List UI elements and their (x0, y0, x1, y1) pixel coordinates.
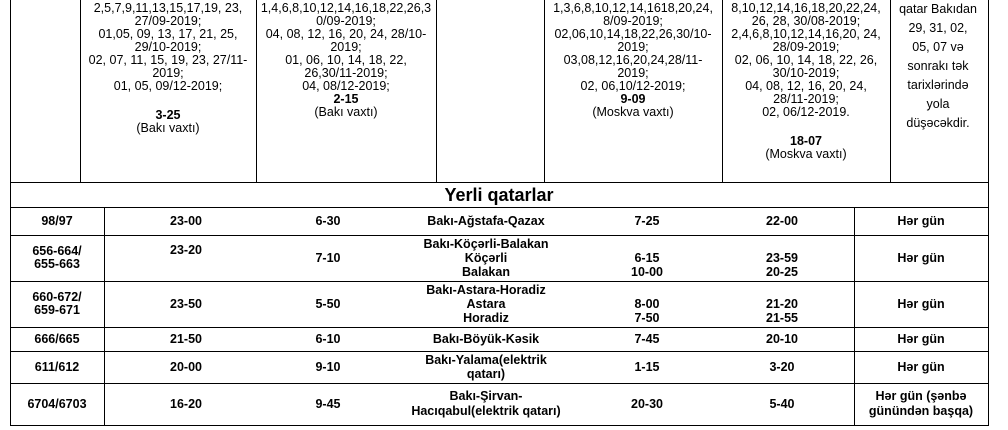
route: Bakı-Şirvan- Hacıqabul(elektrik qatarı) (411, 389, 561, 418)
dates-line: 0/09-2019; (316, 14, 376, 28)
train-number: 660-672/ 659-671 (32, 290, 82, 317)
schedule-note (890, 0, 986, 180)
time-zone-label: (Bakı vaxtı) (314, 105, 378, 119)
departure-time: 23-00 (170, 213, 202, 228)
grid-line (436, 0, 437, 183)
dates-line: 1,4,6,8,10,12,14,16,18,22,26,3 (260, 1, 432, 15)
grid-line (10, 383, 989, 384)
note-line: tarixlərində (907, 78, 969, 92)
dates-line: 02, 06,10/12-2019; (580, 79, 686, 93)
dates-line: 01, 05, 09/12-2019; (113, 79, 223, 93)
return-arrival-time: 18-07 (790, 134, 822, 148)
schedule-dates-col4 (544, 2, 722, 182)
dates-line: 29/10-2019; (134, 40, 202, 54)
grid-line (256, 0, 257, 183)
return-departure-time: 9-09 (620, 92, 646, 106)
schedule-dates-col1 (80, 2, 256, 182)
departure-time: 16-20 (170, 396, 202, 411)
dates-line: 26,30/11-2019; (304, 66, 388, 80)
days-of-operation: Hər gün (897, 331, 945, 346)
departure-time: 23-50 (170, 296, 202, 311)
dates-line: 04, 08/12-2019; (302, 79, 390, 93)
dates-line: 02, 06, 10, 14, 18, 22, 26, (734, 53, 878, 67)
days-of-operation: Hər gün (897, 359, 945, 374)
train-number: 666/665 (34, 331, 80, 346)
grid-line (10, 207, 989, 208)
grid-line (10, 351, 989, 352)
dates-line: 8,10,12,14,16,18,20,22,24, (731, 1, 881, 15)
grid-line (988, 0, 989, 425)
time-zone-label: (Bakı vaxtı) (136, 121, 200, 135)
grid-line (104, 207, 105, 425)
return-arrival-time: 23-59 20-25 (766, 251, 798, 279)
dates-line: 02,06,10,14,18,22,26,30/10- (554, 27, 712, 41)
dates-line: 01,05, 09, 13, 17, 21, 25, (98, 27, 238, 41)
return-arrival-time: 21-20 21-55 (766, 297, 798, 325)
dates-line: 2,4,6,8,10,12,14,16,20, 24, (731, 27, 881, 41)
note-line: qatar Bakıdan (899, 2, 977, 16)
schedule-dates-col5 (722, 2, 890, 182)
dates-line: 2019; (617, 66, 649, 80)
days-of-operation: Hər gün (897, 296, 945, 311)
dates-line: 1,3,6,8,10,12,14,1618,20,24, (553, 1, 713, 15)
train-number: 6704/6703 (27, 396, 87, 411)
route: Bakı-Astara-Horadiz Astara Horadiz (426, 283, 546, 325)
departure-time: 23-20 (170, 242, 202, 257)
departure-time: 21-50 (170, 331, 202, 346)
grid-line (10, 0, 11, 425)
dates-line: 02, 07, 11, 15, 19, 23, 27/11- (88, 53, 248, 67)
dates-line: 2019; (330, 40, 362, 54)
grid-line (10, 327, 989, 328)
return-arrival-time: 5-40 (769, 396, 795, 411)
grid-line (544, 0, 545, 183)
days-of-operation: Hər gün (şənbə günündən başqa) (868, 389, 974, 418)
grid-line (890, 0, 891, 183)
return-arrival-time: 20-10 (766, 331, 798, 346)
dates-line: 28/09-2019; (772, 40, 840, 54)
dates-line: 2,5,7,9,11,13,15,17,19, 23, (93, 1, 243, 15)
return-departure-time: 1-15 (634, 359, 660, 374)
train-number: 611/612 (34, 359, 80, 374)
time-zone-label: (Moskva vaxtı) (592, 105, 674, 119)
route: Bakı-Yalama(elektrik qatarı) (425, 353, 547, 381)
route: Bakı-Ağstafa-Qazax (427, 213, 545, 228)
return-departure-time: 6-15 10-00 (631, 251, 663, 279)
grid-line (10, 425, 989, 426)
dates-line: 04, 08, 12, 16, 20, 24, (745, 79, 867, 93)
note-line: 05, 07 və (912, 40, 964, 54)
return-departure-time: 8-00 7-50 (634, 297, 660, 325)
grid-line (854, 207, 855, 425)
train-number: 656-664/ 655-663 (32, 244, 82, 271)
arrival-time: 2-15 (333, 92, 359, 106)
dates-line: 8/09-2019; (603, 14, 663, 28)
dates-line: 01, 06, 10, 14, 18, 22, (285, 53, 407, 67)
days-of-operation: Hər gün (897, 213, 945, 228)
arrival-time: 9-45 (315, 396, 341, 411)
train-number: 98/97 (41, 213, 73, 228)
grid-line (10, 182, 989, 183)
grid-line (10, 281, 989, 282)
dates-line: 2019; (617, 40, 649, 54)
route: Bakı-Böyük-Kəsik (432, 331, 540, 346)
note-line: 29, 31, 02, (908, 21, 968, 35)
grid-line (10, 235, 989, 236)
note-line: düşəcəkdir. (906, 116, 970, 130)
note-line: sonrakı tək (907, 59, 969, 73)
dates-line: 03,08,12,16,20,24,28/11- (563, 53, 703, 67)
return-departure-time: 7-45 (634, 331, 660, 346)
route: Bakı-Köçərli-Balakan Köçərli Balakan (423, 237, 549, 279)
note-line: yola (926, 97, 950, 111)
grid-line (722, 0, 723, 183)
return-departure-time: 20-30 (631, 396, 663, 411)
dates-line: 02, 06/12-2019. (762, 105, 850, 119)
return-arrival-time: 22-00 (766, 213, 798, 228)
dates-line: 26, 28, 30/08-2019; (751, 14, 861, 28)
arrival-time: 9-10 (315, 359, 341, 374)
schedule-dates-col2 (256, 2, 436, 182)
dates-line: 04, 08, 12, 16, 20, 24, 28/10- (265, 27, 427, 41)
arrival-time: 6-30 (315, 213, 341, 228)
return-departure-time: 7-25 (634, 213, 660, 228)
arrival-time: 6-10 (315, 331, 341, 346)
section-title: Yerli qatarlar (444, 184, 554, 205)
dates-line: 30/10-2019; (772, 66, 840, 80)
return-arrival-time: 3-20 (769, 359, 795, 374)
grid-line (80, 0, 81, 183)
arrival-time: 7-10 (315, 250, 341, 265)
time-zone-label: (Moskva vaxtı) (765, 147, 847, 161)
dates-line: 28/11-2019; (773, 92, 839, 106)
dates-line: 27/09-2019; (134, 14, 202, 28)
arrival-time: 5-50 (315, 296, 341, 311)
departure-time: 3-25 (155, 108, 181, 122)
dates-line: 2019; (152, 66, 184, 80)
departure-time: 20-00 (170, 359, 202, 374)
days-of-operation: Hər gün (897, 250, 945, 265)
